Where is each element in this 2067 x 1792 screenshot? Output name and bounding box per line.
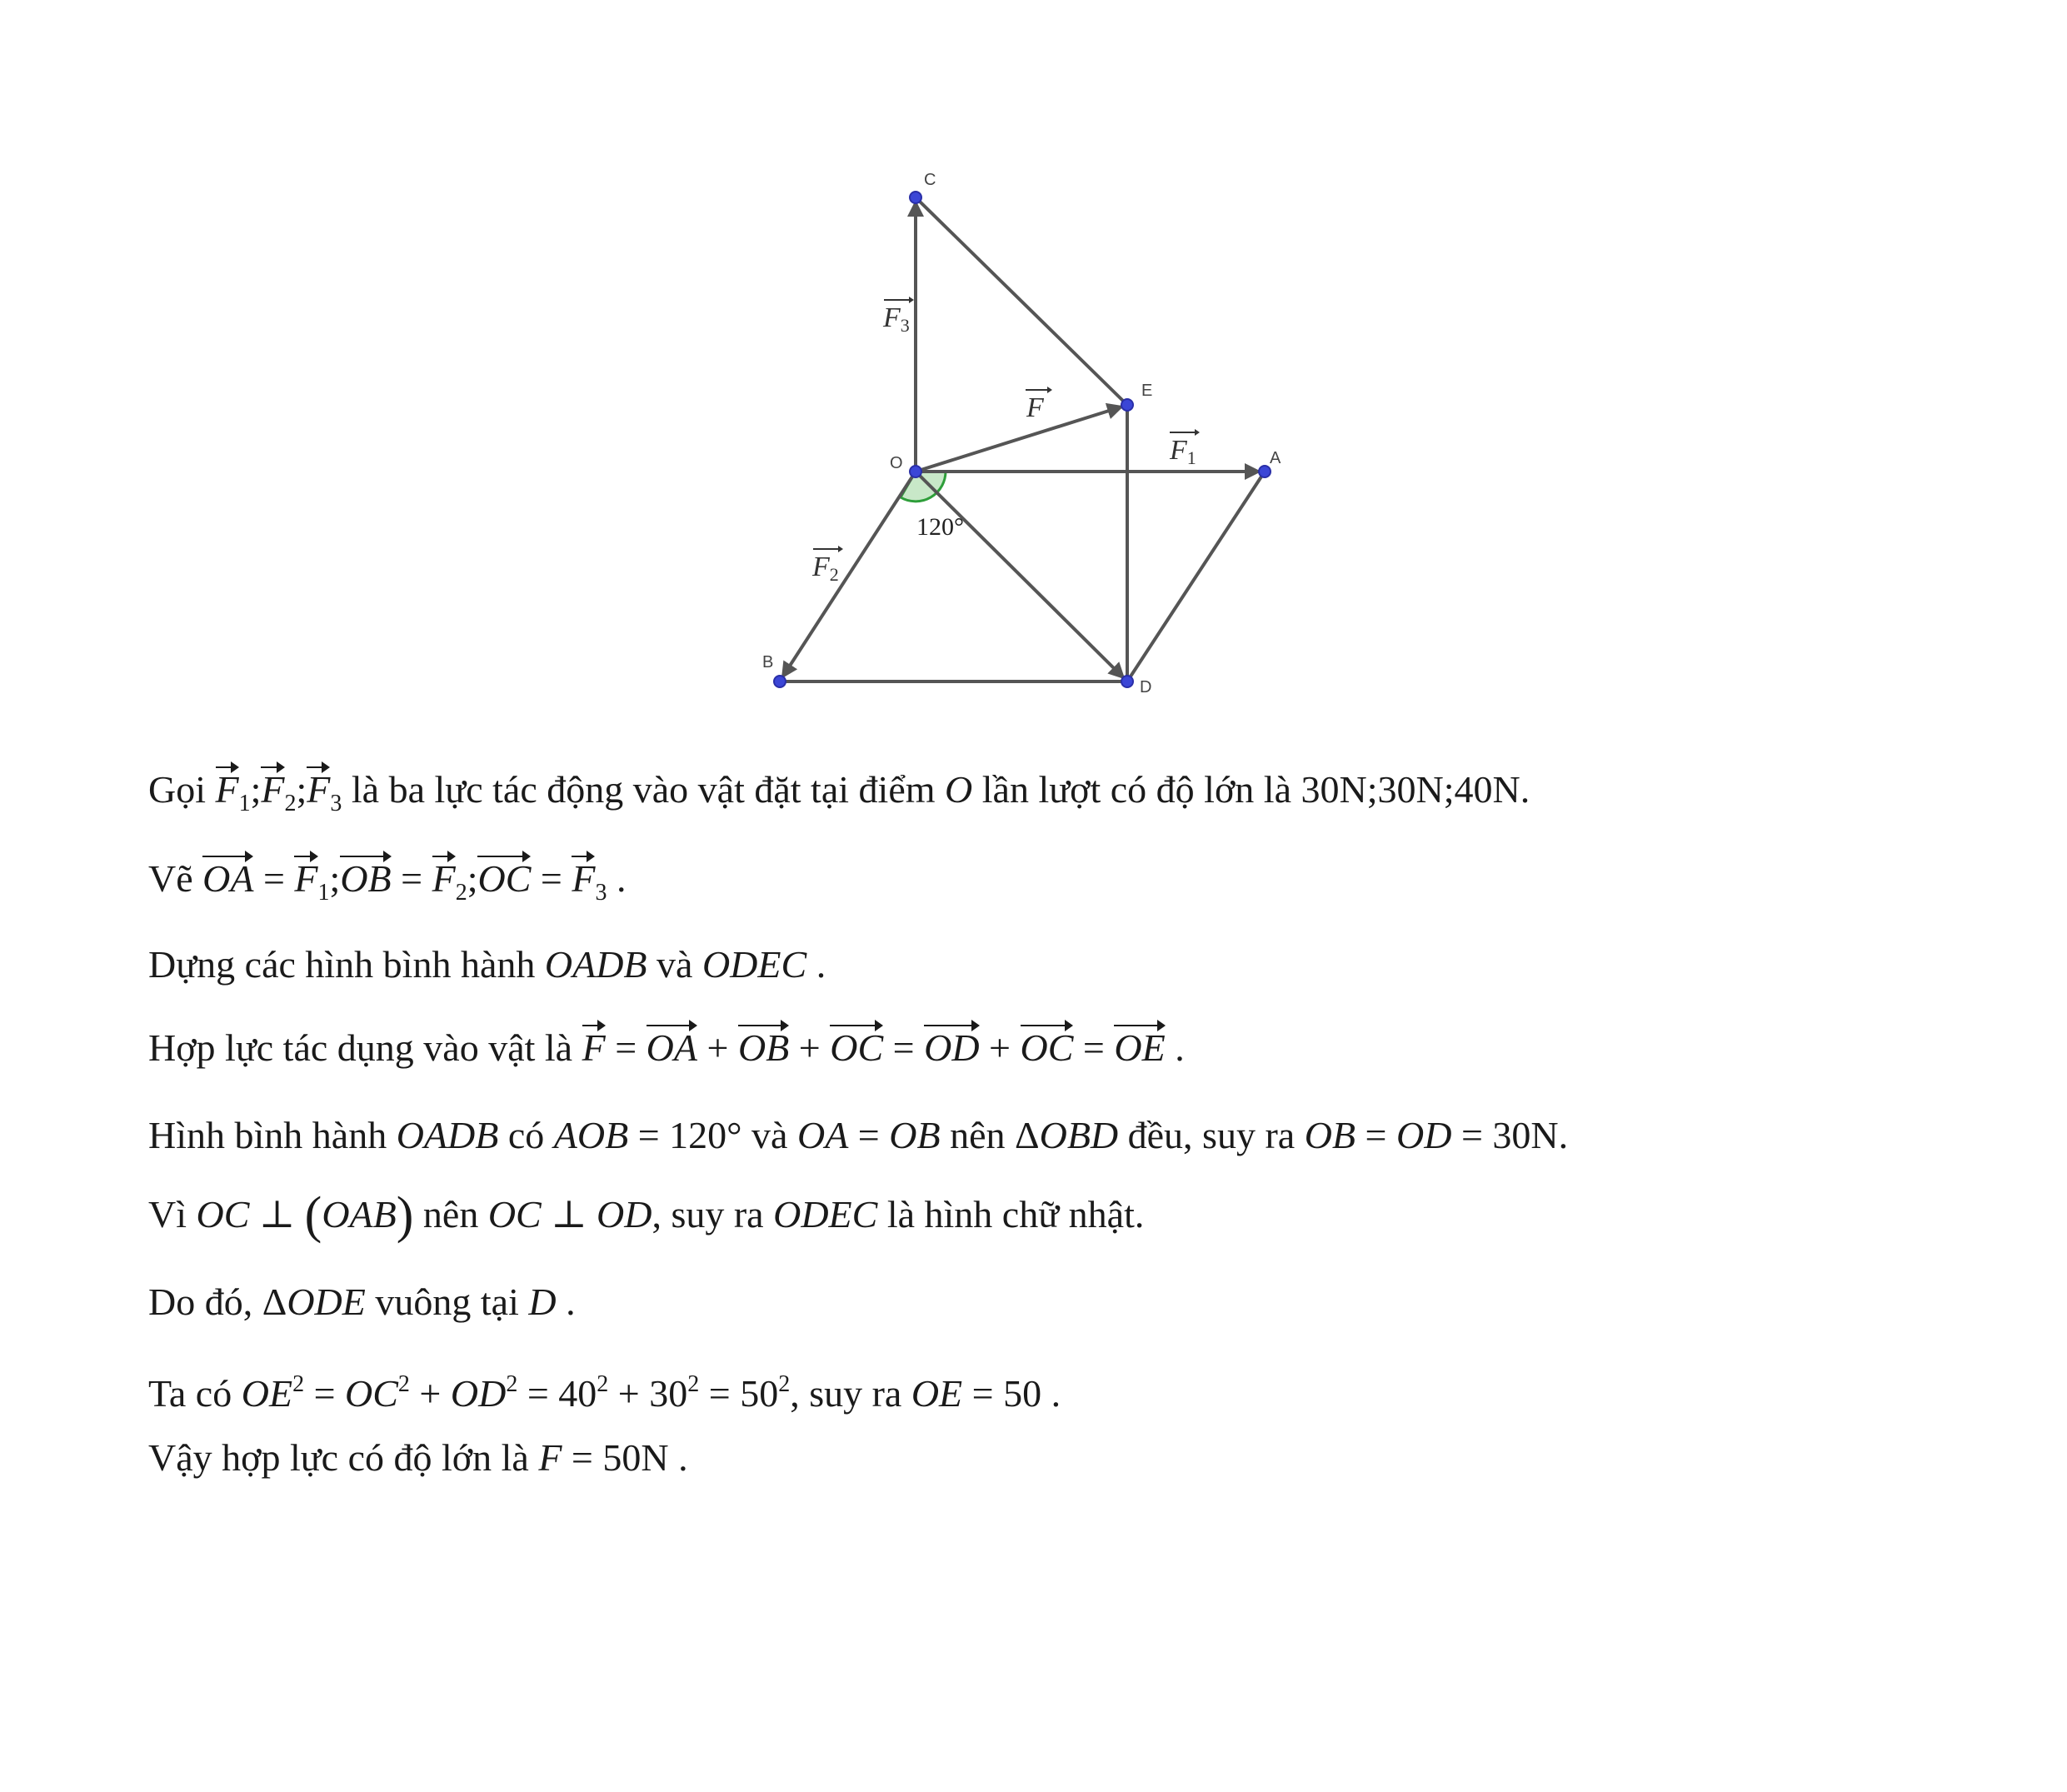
segment-OD bbox=[916, 472, 1124, 678]
text-line-8: Ta có $OE^2 = OC^2 + OD^2 = 40^2 + 30^2 = 50^2$, suy ra OE = 50 . bbox=[148, 1371, 1061, 1415]
point-label-D: D bbox=[1140, 678, 1152, 696]
svg-text:F2: F2 bbox=[812, 552, 839, 585]
svg-text:F3: F3 bbox=[883, 302, 910, 336]
point-label-O: O bbox=[890, 454, 903, 472]
segment-OE bbox=[916, 407, 1122, 472]
text-line-2: Vẽ OA = $F_1;OB$ = $F_2;OC = F_3$ . bbox=[148, 854, 626, 918]
label-F3 bbox=[882, 297, 914, 336]
force-diagram bbox=[0, 0, 2067, 750]
point-O bbox=[910, 466, 921, 477]
text-line-5: Hình bình hành OADB có AOB = 120° và OA = OB nên ΔOBD đều, suy ra OB = OD = 30N. bbox=[148, 1114, 1569, 1156]
point-label-B: B bbox=[762, 653, 774, 671]
text-line-6: Vì OC ⊥ (OAB) nên OC ⊥ OD, suy ra ODEC là hình chữ nhật. bbox=[148, 1187, 1145, 1244]
point-B bbox=[774, 676, 786, 687]
label-F1 bbox=[1169, 429, 1200, 468]
point-label-C: C bbox=[924, 171, 936, 189]
svg-text:F: F bbox=[1026, 392, 1044, 423]
point-label-E: E bbox=[1141, 382, 1153, 400]
point-D bbox=[1121, 676, 1133, 687]
text-line-1: Gọi $F_1;F_2;F_3$ là ba lực tác động vào vật đặt tại điểm O lần lượt có độ lớn là 30N;30N;40N. bbox=[148, 765, 1530, 829]
text-line-7: Do đó, ΔODE vuông tại D . bbox=[148, 1280, 576, 1323]
point-E bbox=[1121, 399, 1133, 411]
label-F2 bbox=[811, 546, 843, 585]
segment-AD bbox=[1127, 472, 1265, 681]
text-line-9: Vậy hợp lực có độ lớn là F = 50N . bbox=[148, 1436, 688, 1479]
svg-text:F1: F1 bbox=[1170, 435, 1196, 468]
segment-OB bbox=[782, 472, 916, 677]
text-line-4: Hợp lực tác dụng vào vật là F = OA + OB + OC = OD + OC = OE . bbox=[148, 1023, 1185, 1073]
point-label-A: A bbox=[1270, 449, 1281, 467]
segment-CE bbox=[916, 197, 1127, 405]
angle-label: 120° bbox=[916, 513, 964, 541]
point-A bbox=[1259, 466, 1271, 477]
text-line-3: Dựng các hình bình hành OADB và ODEC . bbox=[148, 943, 826, 986]
label-F bbox=[1026, 387, 1052, 423]
point-C bbox=[910, 192, 921, 203]
